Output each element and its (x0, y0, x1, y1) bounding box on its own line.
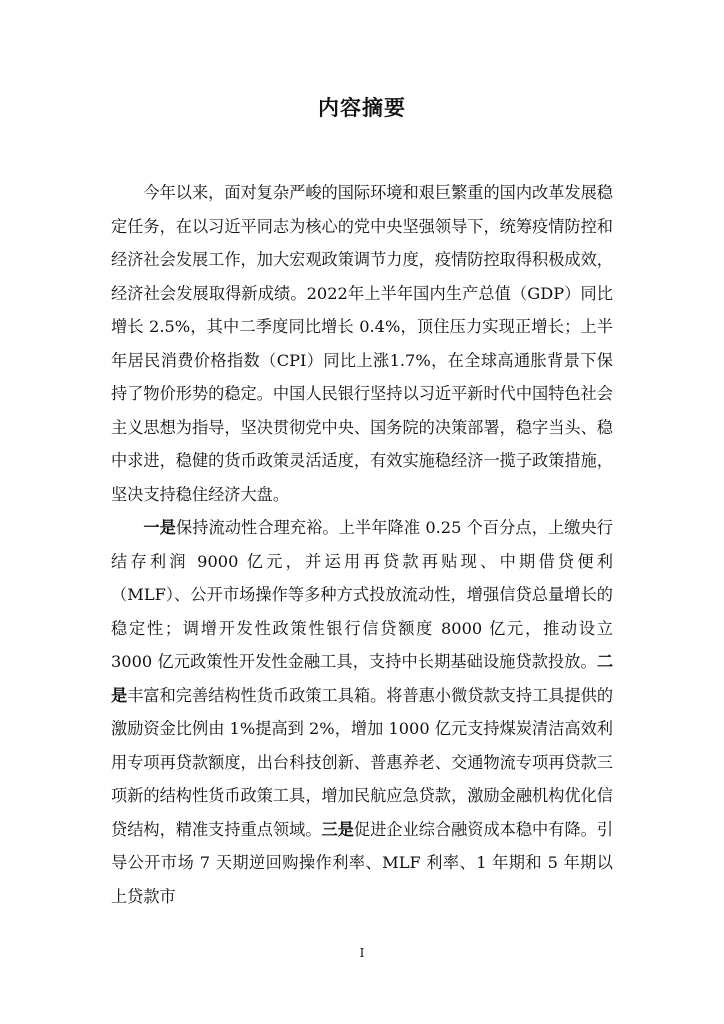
paragraph-intro: 今年以来，面对复杂严峻的国际环境和艰巨繁重的国内改革发展稳定任务，在以习近平同志为核心的党中央坚强领导下，统筹疫情防控和经济社会发展工作，加大宏观政策调节力度，疫情防控取得积极成效，经济社会发展取得新成绩。2022年上半年国内生产总值（GDP）同比增长 2.5%，其中二季度同比增长 0.4%，顶住压力实现正增长；上半年居民消费价格指数（CPI）同比上涨1.7%，在全球高通胀背景下保持了物价形势的稳定。中国人民银行坚持以习近平新时代中国特色社会主义思想为指导，坚决贯彻党中央、国务院的决策部署，稳字当头、稳中求进，稳健的货币政策灵活适度，有效实施稳经济一揽子政策措施，坚决支持稳住经济大盘。 (111, 183, 613, 504)
lead-second: 二是 (111, 652, 613, 705)
page-title: 内容摘要 (318, 96, 406, 120)
body-text (111, 176, 613, 913)
paragraph-measures (111, 511, 613, 913)
page-number: I (359, 946, 365, 960)
measure-third-text: 促进企业综合融资成本稳中有降。引导公开市场 7 天期逆回购操作利率、MLF 利率、1 年期和 5 年期以上贷款市 (111, 819, 614, 906)
measure-second-text: 丰富和完善结构性货币政策工具箱。将普惠小微贷款支持工具提供的激励资金比例由 1%提高到 2%，增加 1000 亿元支持煤炭清洁高效利用专项再贷款额度，出台科技创新、普惠养老、交通物流专项再贷款三项新的结构性货币政策工具，增加民航应急贷款，激励金融机构优化信贷结构，精准支持重点领域。 (111, 685, 614, 839)
measure-first-text: 保持流动性合理充裕。上半年降准 0.25 个百分点，上缴央行结存利润 9000 亿元，并运用再贷款再贴现、中期借贷便利（MLF）、公开市场操作等多种方式投放流动性，增强信贷总量增长的稳定性；调增开发性政策性银行信贷额度 8000 亿元，推动设立 3000 亿元政策性开发性金融工具，支持中长期基础设施贷款投放。 (111, 518, 613, 671)
lead-third: 三是 (321, 819, 354, 839)
lead-first: 一是 (143, 518, 176, 537)
